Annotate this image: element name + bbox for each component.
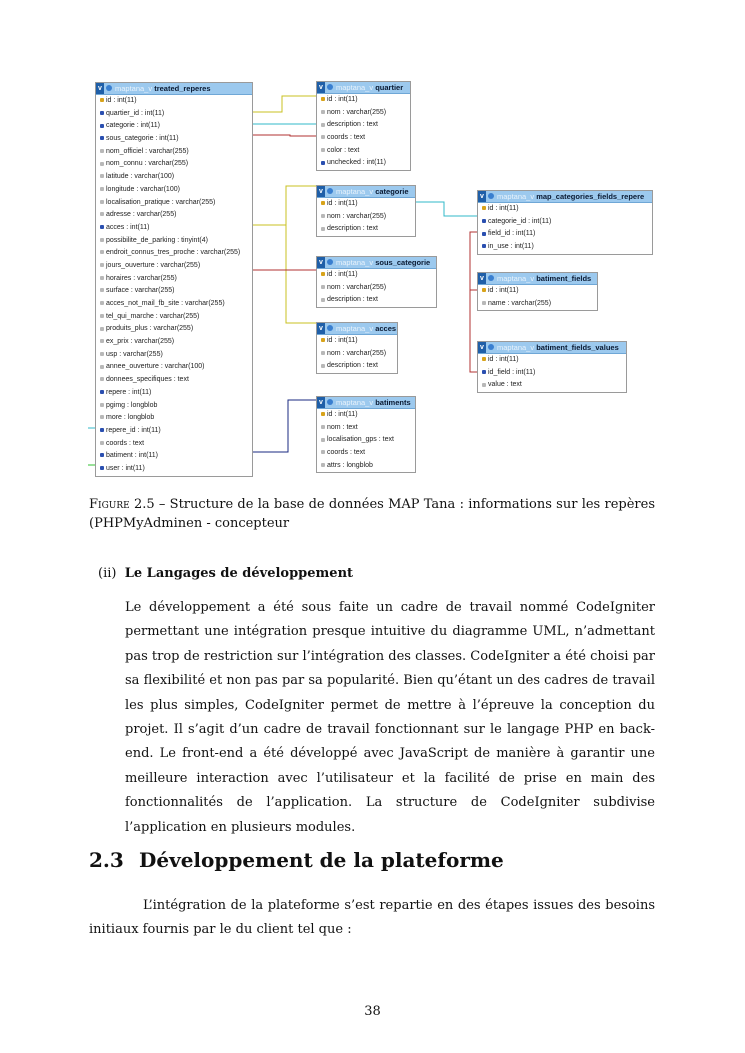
table-name: treated_reperes <box>154 84 211 93</box>
table-title <box>497 273 591 284</box>
view-icon: v <box>478 342 486 353</box>
table-treated-reperes <box>95 82 253 477</box>
paragraph-development-languages: Le développement a été sous faite un cadre de travail nommé CodeIgniter permettant une intégration presque intuitive du diagramme UML, n’admettant pas trop de restriction sur l’intégration des classes. CodeIgniter a été choisi par sa flexibilité et non pas par sa popularité. Bien qu’étant un des cadres de travail les plus simples, CodeIgniter permet de mettre à l’épreuve la conception du projet. Il s’agit d’un cadre de travail fonctionnant sur le langage PHP en back-end. Le front-end a été développé avec JavaScript de manière à garantir une meilleure interaction avec l’utilisateur et la facilité de prise en main des fonctionnalités de l’application. La structure de CodeIgniter subdivise l’application en plusieurs modules. <box>125 600 655 835</box>
column-icon <box>321 438 325 442</box>
section-title: Développement de la plateforme <box>139 848 504 872</box>
table-header <box>478 191 652 203</box>
view-icon: v <box>96 83 104 94</box>
figure-label: Figure 2.5 <box>89 497 155 512</box>
table-column-row <box>317 211 415 224</box>
column-text: in_use : int(11) <box>488 243 534 251</box>
table-column-row <box>317 269 436 282</box>
table-name: batiment_fields <box>536 274 592 283</box>
foreign-key-icon <box>482 244 486 248</box>
table-column-row <box>96 235 252 248</box>
column-icon <box>100 365 104 369</box>
column-text: coords : text <box>106 439 145 447</box>
column-text: repere : int(11) <box>106 388 152 396</box>
table-column-row <box>317 282 436 295</box>
column-icon <box>321 214 325 218</box>
table-batiments <box>316 396 416 473</box>
foreign-key-icon <box>100 453 104 457</box>
table-title <box>497 342 619 353</box>
column-text: nom_connu : varchar(255) <box>106 160 189 168</box>
relation-line-field <box>470 232 477 290</box>
relation-line-sous-categorie <box>251 135 316 136</box>
foreign-key-icon <box>100 225 104 229</box>
column-icon <box>100 200 104 204</box>
column-icon <box>321 463 325 467</box>
section-number: 2.3 <box>89 848 124 872</box>
column-text: possibilite_de_parking : tinyint(4) <box>106 236 208 244</box>
column-text: acces_not_mail_fb_site : varchar(255) <box>106 300 225 307</box>
column-text: pgimg : longblob <box>106 401 158 409</box>
column-icon <box>100 250 104 254</box>
table-column-row <box>96 146 252 159</box>
table-acces <box>316 322 398 374</box>
column-text: id : int(11) <box>488 205 519 212</box>
table-icon <box>327 259 333 265</box>
db-prefix: maptana_v <box>497 192 537 201</box>
view-icon: v <box>478 273 486 284</box>
table-header <box>317 82 410 94</box>
column-icon <box>100 174 104 178</box>
column-text: quartier_id : int(11) <box>106 109 165 117</box>
subsection-heading <box>98 566 353 581</box>
table-header <box>317 186 415 198</box>
column-text: user : int(11) <box>106 464 145 472</box>
table-icon <box>488 344 494 350</box>
table-column-row <box>96 336 252 349</box>
column-text: nom : varchar(255) <box>327 212 387 220</box>
table-column-row <box>478 203 652 216</box>
table-title <box>336 186 409 197</box>
table-categorie <box>316 185 416 237</box>
column-text: nom : varchar(255) <box>327 108 387 116</box>
table-sous-categorie <box>316 256 437 308</box>
column-text: id : int(11) <box>488 287 519 294</box>
db-prefix: maptana_v <box>497 343 537 352</box>
table-column-row <box>317 157 410 170</box>
column-icon <box>100 187 104 191</box>
view-icon: v <box>317 186 325 197</box>
table-header <box>317 257 436 269</box>
table-column-row <box>96 209 252 222</box>
table-column-row <box>96 349 252 362</box>
db-prefix: maptana_v <box>336 258 376 267</box>
column-text: ex_prix : varchar(255) <box>106 338 175 346</box>
column-icon <box>321 425 325 429</box>
column-icon <box>100 403 104 407</box>
column-text: attrs : longblob <box>327 461 373 469</box>
column-text: id : int(11) <box>327 411 358 418</box>
column-icon <box>321 285 325 289</box>
subsection-number: (ii) <box>98 566 117 581</box>
column-icon <box>100 339 104 343</box>
table-column-row <box>96 438 252 451</box>
column-icon <box>482 301 486 305</box>
column-icon <box>100 263 104 267</box>
table-column-row <box>96 158 252 171</box>
table-column-row <box>478 379 626 392</box>
table-column-row <box>96 260 252 273</box>
table-icon <box>488 193 494 199</box>
table-title <box>336 323 396 334</box>
page-number: 38 <box>364 1004 381 1019</box>
primary-key-icon <box>100 98 104 102</box>
table-column-row <box>96 108 252 121</box>
column-text: nom_officiel : varchar(255) <box>106 147 189 155</box>
primary-key-icon <box>321 412 325 416</box>
subsection-title: Le Langages de développement <box>124 566 354 581</box>
column-text: color : text <box>327 146 360 154</box>
table-column-row <box>96 273 252 286</box>
table-column-row <box>478 285 597 298</box>
column-icon <box>482 383 486 387</box>
column-text: more : longblob <box>106 414 155 422</box>
table-column-row <box>96 298 252 311</box>
table-column-row <box>96 247 252 260</box>
table-column-row <box>478 241 652 254</box>
table-column-row <box>96 450 252 463</box>
column-icon <box>100 377 104 381</box>
table-title <box>336 397 411 408</box>
table-title <box>497 191 644 202</box>
table-column-row <box>478 298 597 311</box>
table-header <box>96 83 252 95</box>
table-name: batiment_fields_values <box>536 343 619 352</box>
column-text: latitude : varchar(100) <box>106 173 175 181</box>
table-column-row <box>317 460 415 473</box>
table-name: acces <box>375 324 397 333</box>
column-icon <box>100 149 104 153</box>
column-text: usp : varchar(255) <box>106 350 163 358</box>
foreign-key-icon <box>100 428 104 432</box>
table-column-row <box>96 171 252 184</box>
table-column-row <box>317 107 410 120</box>
primary-key-icon <box>321 272 325 276</box>
column-text: description : text <box>327 121 378 129</box>
table-column-row <box>317 223 415 236</box>
column-text: sous_categorie : int(11) <box>106 135 179 143</box>
column-text: repere_id : int(11) <box>106 426 161 434</box>
table-column-row <box>317 145 410 158</box>
table-header <box>317 323 397 335</box>
column-text: id : int(11) <box>327 337 358 344</box>
paragraph-platform-integration: L’intégration de la plateforme s’est repartie en des étapes issues des besoins initiaux fournis par le du client tel que : <box>89 898 655 938</box>
database-schema-figure <box>0 0 745 490</box>
column-icon <box>100 301 104 305</box>
column-text: id : int(11) <box>488 356 519 363</box>
column-text: nom : text <box>327 423 358 431</box>
column-text: batiment : int(11) <box>106 452 159 460</box>
view-icon: v <box>317 397 325 408</box>
table-column-row <box>478 216 652 229</box>
column-text: description : text <box>327 296 378 304</box>
table-column-row <box>96 120 252 133</box>
column-text: value : text <box>488 381 522 389</box>
primary-key-icon <box>321 201 325 205</box>
table-column-row <box>317 94 410 107</box>
primary-key-icon <box>482 288 486 292</box>
column-icon <box>100 314 104 318</box>
column-text: nom : varchar(255) <box>327 283 387 291</box>
column-text: field_id : int(11) <box>488 230 536 238</box>
relation-line-quartier <box>251 96 316 112</box>
column-text: categorie : int(11) <box>106 122 160 130</box>
column-icon <box>100 327 104 331</box>
table-icon <box>488 275 494 281</box>
column-icon <box>100 212 104 216</box>
column-text: id : int(11) <box>106 97 137 104</box>
column-text: endroit_connus_tres_proche : varchar(255) <box>106 249 241 257</box>
table-column-row <box>96 387 252 400</box>
table-name: map_categories_fields_repere <box>536 192 645 201</box>
column-text: localisation_pratique : varchar(255) <box>106 198 216 206</box>
column-text: categorie_id : int(11) <box>488 217 552 225</box>
figure-caption-text: – Structure de la base de données MAP Tana : informations sur les repères (PHPMyAdminen - concepteur <box>89 497 655 531</box>
table-map-categories-fields-repere <box>477 190 653 255</box>
table-column-row <box>96 285 252 298</box>
table-column-row <box>96 425 252 438</box>
column-text: adresse : varchar(255) <box>106 211 177 219</box>
table-column-row <box>96 133 252 146</box>
column-text: acces : int(11) <box>106 223 150 231</box>
db-prefix: maptana_v <box>336 187 376 196</box>
column-icon <box>100 162 104 166</box>
db-prefix: maptana_v <box>336 398 376 407</box>
column-text: id_field : int(11) <box>488 368 536 376</box>
relation-line-field-values <box>470 290 477 372</box>
column-icon <box>100 276 104 280</box>
table-column-row <box>317 348 397 361</box>
column-text: surface : varchar(255) <box>106 287 175 295</box>
table-name: batiments <box>375 398 411 407</box>
table-column-row <box>96 95 252 108</box>
table-column-row <box>317 132 410 145</box>
table-column-row <box>96 323 252 336</box>
column-text: horaires : varchar(255) <box>106 274 177 282</box>
db-prefix: maptana_v <box>336 324 376 333</box>
table-column-row <box>96 311 252 324</box>
column-icon <box>321 110 325 114</box>
foreign-key-icon <box>100 136 104 140</box>
primary-key-icon <box>482 357 486 361</box>
foreign-key-icon <box>100 466 104 470</box>
table-title <box>115 83 211 94</box>
column-icon <box>321 123 325 127</box>
table-column-row <box>478 228 652 241</box>
table-column-row <box>317 198 415 211</box>
table-icon <box>327 84 333 90</box>
column-icon <box>100 288 104 292</box>
primary-key-icon <box>321 338 325 342</box>
column-text: annee_ouverture : varchar(100) <box>106 363 205 371</box>
table-name: categorie <box>375 187 409 196</box>
relation-line-batiments <box>251 400 316 452</box>
table-column-row <box>317 119 410 132</box>
table-column-row <box>317 360 397 373</box>
table-icon <box>327 188 333 194</box>
table-icon <box>106 85 112 91</box>
column-text: coords : text <box>327 134 366 142</box>
foreign-key-icon <box>100 111 104 115</box>
table-header <box>317 397 415 409</box>
table-column-row <box>96 374 252 387</box>
column-icon <box>321 135 325 139</box>
table-column-row <box>96 400 252 413</box>
table-column-row <box>317 434 415 447</box>
table-batiment-fields <box>477 272 598 311</box>
relation-line-map-categorie <box>414 202 477 216</box>
column-icon <box>100 441 104 445</box>
table-icon <box>327 325 333 331</box>
column-text: unchecked : int(11) <box>327 159 387 167</box>
column-text: id : int(11) <box>327 271 358 278</box>
column-text: name : varchar(255) <box>488 299 552 307</box>
table-column-row <box>96 197 252 210</box>
table-name: quartier <box>375 83 404 92</box>
column-icon <box>321 364 325 368</box>
table-header <box>478 342 626 354</box>
relation-line-acces <box>251 225 316 323</box>
column-icon <box>321 450 325 454</box>
figure-caption <box>89 495 655 533</box>
column-icon <box>321 298 325 302</box>
table-column-row <box>317 409 415 422</box>
column-text: produits_plus : varchar(255) <box>106 325 194 333</box>
column-text: nom : varchar(255) <box>327 349 387 357</box>
foreign-key-icon <box>100 124 104 128</box>
db-prefix: maptana_v <box>115 84 155 93</box>
column-text: id : int(11) <box>327 200 358 207</box>
table-column-row <box>96 184 252 197</box>
table-column-row <box>478 354 626 367</box>
table-column-row <box>317 422 415 435</box>
column-icon <box>100 352 104 356</box>
column-icon <box>321 148 325 152</box>
primary-key-icon <box>482 206 486 210</box>
column-text: tel_qui_marche : varchar(255) <box>106 312 200 320</box>
column-text: longitude : varchar(100) <box>106 185 180 193</box>
table-column-row <box>96 222 252 235</box>
column-text: description : text <box>327 362 378 370</box>
view-icon: v <box>317 82 325 93</box>
table-title <box>336 82 403 93</box>
table-column-row <box>96 463 252 476</box>
table-column-row <box>96 361 252 374</box>
table-quartier <box>316 81 411 171</box>
column-text: donnees_specifiques : text <box>106 376 189 384</box>
column-text: jours_ouverture : varchar(255) <box>106 261 201 269</box>
table-title <box>336 257 430 268</box>
table-batiment-fields-values <box>477 341 627 393</box>
column-text: coords : text <box>327 449 366 457</box>
column-text: localisation_gps : text <box>327 436 394 444</box>
foreign-key-icon <box>482 370 486 374</box>
table-name: sous_categorie <box>375 258 431 267</box>
table-column-row <box>317 447 415 460</box>
table-column-row <box>317 294 436 307</box>
relation-line-categorie-2 <box>251 186 316 225</box>
table-icon <box>327 399 333 405</box>
column-icon <box>100 415 104 419</box>
foreign-key-icon <box>100 390 104 394</box>
primary-key-icon <box>321 97 325 101</box>
section-heading <box>89 848 504 872</box>
view-icon: v <box>317 323 325 334</box>
column-icon <box>321 227 325 231</box>
foreign-key-icon <box>321 161 325 165</box>
column-text: id : int(11) <box>327 96 358 103</box>
foreign-key-icon <box>482 232 486 236</box>
table-column-row <box>317 335 397 348</box>
foreign-key-icon <box>482 219 486 223</box>
column-text: description : text <box>327 225 378 233</box>
column-icon <box>100 238 104 242</box>
table-column-row <box>96 412 252 425</box>
table-column-row <box>478 367 626 380</box>
db-prefix: maptana_v <box>497 274 537 283</box>
db-prefix: maptana_v <box>336 83 376 92</box>
view-icon: v <box>317 257 325 268</box>
column-icon <box>321 351 325 355</box>
table-header <box>478 273 597 285</box>
view-icon: v <box>478 191 486 202</box>
